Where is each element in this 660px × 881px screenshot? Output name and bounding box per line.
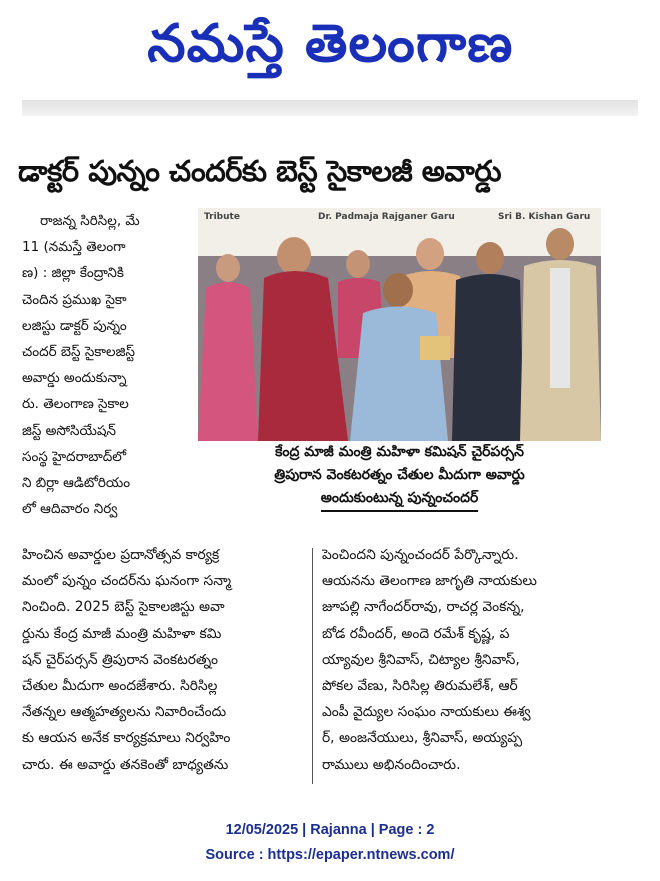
- photo-caption: [198, 441, 601, 543]
- text-line: ణ) : జిల్లా కేంద్రానికి: [22, 265, 124, 282]
- text-line: లో ఆదివారం నిర్వ: [22, 501, 118, 518]
- text-line: ర్, అంజనేయులు, శ్రీనివాస్, అయ్యప్ప: [322, 730, 523, 747]
- banner-text: Tribute: [204, 212, 240, 222]
- text-line: చేతుల మీదుగా అందజేశారు. సిరిసిల్ల: [22, 678, 218, 695]
- banner-text: Dr. Padmaja Rajganer Garu: [318, 212, 455, 222]
- text-line: చందర్ బెస్ట్ సైకాలజిస్ట్: [22, 344, 135, 361]
- masthead-divider: [22, 100, 638, 116]
- text-line: హించిన అవార్డుల ప్రదానోత్సవ కార్యక్ర: [22, 547, 220, 563]
- text-line: పోకల వేణు, సిరిసిల్ల తిరుమలేశ్, ఆర్: [322, 678, 518, 695]
- text-line: మంలో పున్నం చందర్‌ను ఘనంగా సన్మా: [22, 573, 232, 590]
- text-line: రు. తెలంగాణ సైకాల: [22, 396, 129, 413]
- text-line: జూపల్లి నాగేందర్‌రావు, రాచర్ల వెంకన్న,: [322, 599, 525, 616]
- text-line: బోడ రవీందర్, అందె రమేశ్ కృష్ణ, ప: [322, 625, 510, 642]
- text-line: కు ఆయన అనేక కార్యక్రమాలు నిర్వహిం: [22, 730, 231, 747]
- footer-date-page: 12/05/2025 | Rajanna | Page : 2: [225, 822, 435, 838]
- banner-text: Sri B. Kishan Garu: [498, 212, 591, 222]
- text-line: ఎంపీ వైద్యుల సంఘం నాయకులు ఈశ్వ: [322, 704, 531, 721]
- text-line: ర్డును కేంద్ర మాజీ మంత్రి మహిళా కమి: [22, 625, 222, 642]
- text-line: సంస్థ హైదరాబాద్‌లో: [22, 448, 127, 465]
- text-line: ని బిర్లా ఆడిటోరియం: [22, 475, 131, 492]
- text-line: షన్ చైర్‌పర్సన్ త్రిపురాన వెంకటరత్నం: [22, 651, 218, 668]
- text-line: పెంచిందని పున్నంచందర్ పేర్కొన్నారు.: [322, 547, 519, 563]
- masthead-title: నమస్తే తెలంగాణ: [146, 14, 514, 74]
- text-line: రాజన్న సిరిసిల్ల, మే: [40, 213, 140, 229]
- text-line: జిస్ట్ అసోసియేషన్: [22, 422, 116, 439]
- caption-line: కేంద్ర మాజీ మంత్రి మహిళా కమిషన్ చైర్‌పర్సన్: [275, 444, 524, 460]
- source-footer: [0, 818, 660, 868]
- newspaper-masthead: [0, 0, 660, 95]
- article-column-left: [22, 208, 184, 522]
- caption-line: అందుకుంటున్న పున్నంచందర్: [321, 487, 479, 512]
- article-column-bottom-right: [322, 542, 640, 778]
- text-line: నించింది. 2025 బెస్ట్ సైకాలజిస్టు అవా: [22, 599, 225, 616]
- text-line: చెందిన ప్రముఖ సైకా: [22, 291, 127, 308]
- award-ceremony-photo: [198, 208, 601, 441]
- text-line: లజిస్టు డాక్టర్ పున్నం: [22, 317, 127, 334]
- text-line: అవార్డు అందుకున్నా: [22, 370, 127, 387]
- text-line: చారు. ఈ అవార్డు తనకెంతో బాధ్యతను: [22, 756, 229, 773]
- text-line: రాములు అభినందించారు.: [322, 756, 461, 773]
- text-line: య్యావుల శ్రీనివాస్, చిట్యాల శ్రీనివాస్,: [322, 651, 520, 668]
- article-headline: డాక్టర్ పున్నం చందర్‌కు బెస్ట్ సైకాలజీ అవార్డు: [18, 154, 502, 188]
- caption-line: త్రిపురాన వెంకటరత్నం చేతుల మీదుగా అవార్డు: [274, 467, 525, 483]
- footer-source-link[interactable]: Source : https://epaper.ntnews.com/: [205, 847, 455, 863]
- text-line: నేతన్నల ఆత్మహత్యలను నివారించేందు: [22, 704, 227, 721]
- column-divider: [312, 548, 313, 784]
- photo-people-silhouettes: [198, 208, 601, 441]
- text-line: ఆయనను తెలంగాణ జాగృతి నాయకులు: [322, 573, 537, 590]
- text-line: 11 (నమస్తే తెలంగా: [22, 239, 126, 256]
- article-column-bottom-left: [22, 542, 306, 778]
